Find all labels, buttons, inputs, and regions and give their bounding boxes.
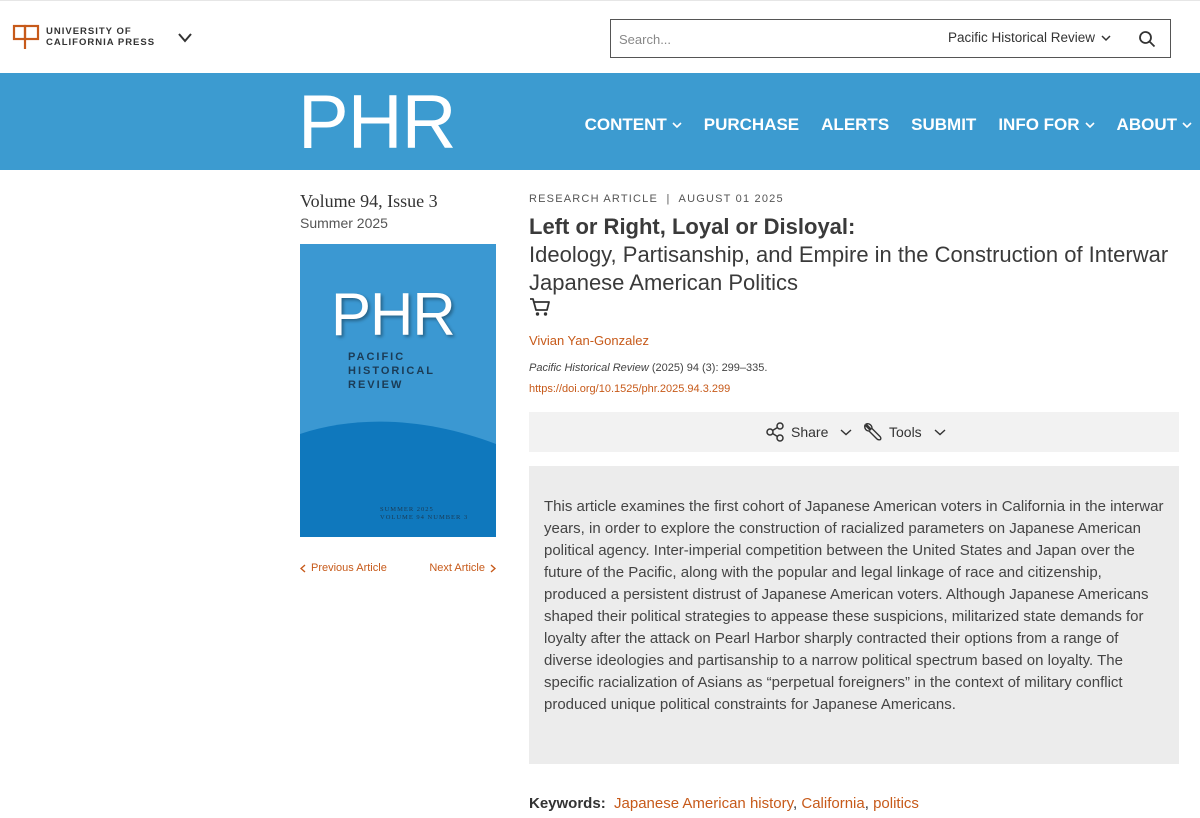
chevron-down-icon (1085, 121, 1095, 129)
keywords: Keywords: Japanese American history, California, politics (529, 795, 919, 812)
article-type: RESEARCH ARTICLE (529, 193, 659, 205)
author-link[interactable]: Vivian Yan-Gonzalez (529, 333, 649, 348)
previous-article-link[interactable] (300, 562, 387, 574)
keywords-label: Keywords: (529, 795, 606, 812)
keyword-link[interactable]: Japanese American history (614, 795, 794, 812)
citation (529, 362, 767, 374)
issue-season: Summer 2025 (300, 215, 388, 231)
cover-volume: VOLUME 94 NUMBER 3 (380, 514, 469, 521)
article-title (529, 213, 1179, 297)
chevron-down-icon (672, 121, 682, 129)
article-date: AUGUST 01 2025 (678, 193, 784, 205)
nav-content[interactable] (585, 115, 682, 135)
search-scope-select[interactable] (948, 30, 1111, 45)
next-article-link[interactable] (429, 562, 496, 574)
issue-cover[interactable] (300, 244, 496, 537)
journal-logo[interactable]: PHR (298, 80, 456, 165)
share-label: Share (791, 424, 829, 440)
nav-alerts[interactable] (821, 115, 889, 135)
nav-submit[interactable] (911, 115, 976, 135)
article-subtitle: Ideology, Partisanship, and Empire in the Construction of Interwar Japanese American Politics (529, 242, 1169, 295)
citation-details: (2025) 94 (3): 299–335. (648, 362, 768, 374)
nav-label: CONTENT (584, 115, 667, 134)
share-button[interactable] (765, 422, 852, 442)
search-scope-label: Pacific Historical Review (948, 30, 1096, 45)
issue-volume[interactable]: Volume 94, Issue 3 (300, 191, 438, 211)
nav-label: PURCHASE (703, 115, 800, 134)
cover-season: SUMMER 2025 (380, 506, 434, 513)
abstract-text: This article examines the first cohort of Japanese American voters in California in the interwar years, in order to explore the construction of racialized parameters on Japanese American political agency. Inter-imperial competition between the United States and Japan over the future of the Pacific, along with the popular and legal linkage of race and citizenship, produced a persistent distrust of Japanese American voters. Although Japanese Americans shaped their political strategies to appease these suspicions, militarized state demands for loyalty after the attack on Pearl Harbor sharply contracted their options from a range of diverse ideologies and partisanship to a narrow political spectrum based on loyalty. The specific racialization of Asians as “perpetual foreigners” in the context of military conflict produced unique political constraints for Japanese Americans. (544, 498, 1164, 713)
article-nav (300, 562, 496, 574)
cover-subtitle: PACIFIC HISTORICAL REVIEW (348, 351, 435, 391)
nav-label: ALERTS (821, 115, 890, 134)
nav-label: SUBMIT (911, 115, 977, 134)
nav-label: ABOUT (1116, 115, 1177, 134)
chevron-down-icon (1182, 121, 1192, 129)
chevron-down-icon (1101, 34, 1111, 42)
chevron-right-icon (490, 564, 496, 573)
ucp-logo-line1: UNIVERSITY OF (46, 26, 132, 37)
share-icon (765, 422, 785, 442)
search-box (610, 19, 1171, 58)
wrench-icon (863, 422, 883, 442)
nav-purchase[interactable] (704, 115, 799, 135)
keyword-link[interactable]: California (801, 795, 865, 812)
search-icon[interactable] (1138, 30, 1156, 48)
tools-button[interactable] (863, 422, 946, 442)
cover-title: PHR (331, 281, 455, 348)
ucp-logo[interactable] (12, 23, 155, 51)
article-title-main: Left or Right, Loyal or Disloyal: (529, 214, 856, 239)
chevron-down-icon (840, 428, 852, 436)
tools-label: Tools (889, 424, 922, 440)
chevron-left-icon (300, 564, 306, 573)
search-input[interactable] (619, 28, 919, 50)
nav-label: INFO FOR (998, 115, 1080, 134)
citation-journal: Pacific Historical Review (529, 362, 649, 374)
previous-article-label: Previous Article (311, 562, 387, 574)
ucp-logo-line2: CALIFORNIA PRESS (46, 37, 156, 48)
keyword-link[interactable]: politics (873, 795, 919, 812)
abstract-section (529, 466, 1179, 764)
journal-header (0, 73, 1200, 170)
top-bar (0, 0, 1200, 73)
article-kicker: RESEARCH ARTICLE | AUGUST 01 2025 (529, 193, 784, 205)
next-article-label: Next Article (429, 562, 485, 574)
main-nav (585, 115, 1192, 135)
ucp-book-icon (12, 23, 40, 51)
cart-icon[interactable] (529, 297, 551, 317)
chevron-down-icon (934, 428, 946, 436)
nav-info-for[interactable] (998, 115, 1094, 135)
article-toolbar (529, 412, 1179, 452)
nav-about[interactable] (1117, 115, 1192, 135)
chevron-down-icon[interactable] (176, 31, 194, 45)
doi-link[interactable]: https://doi.org/10.1525/phr.2025.94.3.299 (529, 383, 731, 395)
